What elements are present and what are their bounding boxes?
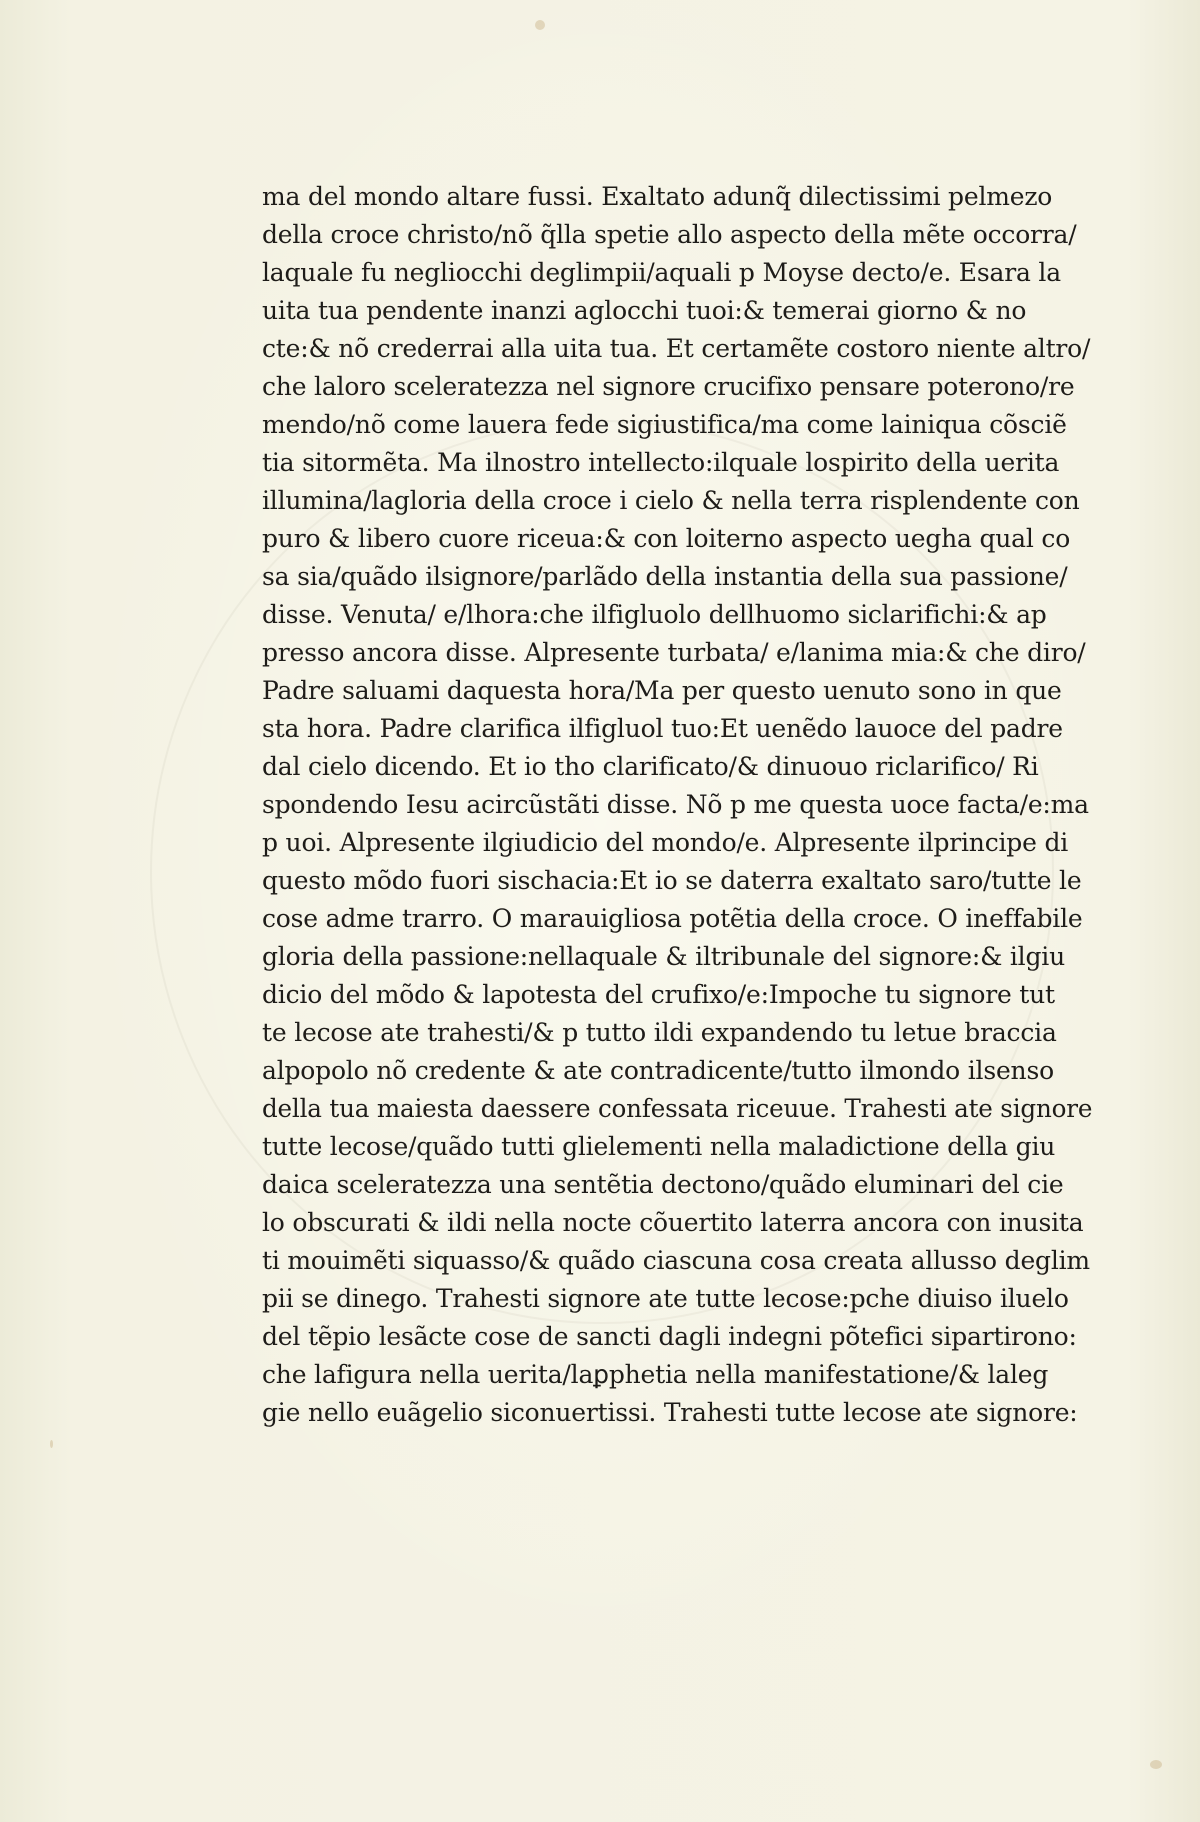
- text-line: presso ancora disse. Alpresente turbata/ e/lanima mia:& che diro/: [262, 638, 1086, 667]
- text-line: sta hora. Padre clarifica ilfigluol tuo:Et uenẽdo lauoce del padre: [262, 714, 1063, 743]
- text-line: pii se dinego. Trahesti signore ate tutte lecose:pche diuiso iluelo: [262, 1284, 1069, 1313]
- text-column: [262, 178, 1092, 1432]
- text-line: daica sceleratezza una sentẽtia dectono/quãdo eluminari del cie: [262, 1170, 1064, 1199]
- text-line: p uoi. Alpresente ilgiudicio del mondo/e. Alpresente ilprincipe di: [262, 828, 1069, 857]
- text-line: spondendo Iesu acircũstãti disse. Nõ p me questa uoce facta/e:ma: [262, 790, 1089, 819]
- text-line: dal cielo dicendo. Et io tho clarificato/& dinuouo riclarifico/ Ri: [262, 752, 1039, 781]
- text-line: lo obscurati & ildi nella nocte cõuertito laterra ancora con inusita: [262, 1208, 1084, 1237]
- text-line: disse. Venuta/ e/lhora:che ilfigluolo dellhuomo siclarifichi:& ap: [262, 600, 1047, 629]
- text-line: puro & libero cuore riceua:& con loiterno aspecto uegha qual co: [262, 524, 1071, 553]
- text-line: uita tua pendente inanzi aglocchi tuoi:& temerai giorno & no: [262, 296, 1027, 325]
- text-line: ma del mondo altare fussi. Exaltato adunq̃ dilectissimi pelmezo: [262, 182, 1053, 211]
- text-line: che lafigura nella uerita/laꝑphetia nella manifestatione/& laleg: [262, 1360, 1049, 1389]
- text-line: gie nello euãgelio siconuertissi. Trahesti tutte lecose ate signore:: [262, 1398, 1078, 1427]
- text-line: tia sitormẽta. Ma ilnostro intellecto:ilquale lospirito della uerita: [262, 448, 1060, 477]
- ink-stain-top: [535, 20, 545, 30]
- text-line: della tua maiesta daessere confessata riceuue. Trahesti ate signore: [262, 1094, 1093, 1123]
- text-line: sa sia/quãdo ilsignore/parlãdo della instantia della sua passione/: [262, 562, 1068, 591]
- ink-stain-left: [50, 1440, 53, 1448]
- text-line: laquale fu negliocchi deglimpii/aquali p Moyse decto/e. Esara la: [262, 258, 1061, 287]
- text-line: te lecose ate trahesti/& p tutto ildi expandendo tu letue braccia: [262, 1018, 1057, 1047]
- text-line: che laloro sceleratezza nel signore crucifixo pensare poterono/re: [262, 372, 1075, 401]
- text-line: tutte lecose/quãdo tutti glielementi nella maladictione della giu: [262, 1132, 1056, 1161]
- text-line: questo mõdo fuori sischacia:Et io se daterra exaltato saro/tutte le: [262, 866, 1082, 895]
- text-line: alpopolo nõ credente & ate contradicente/tutto ilmondo ilsenso: [262, 1056, 1054, 1085]
- text-line: del tẽpio lesãcte cose de sancti dagli indegni põtefici sipartirono:: [262, 1322, 1077, 1351]
- text-line: cte:& nõ crederrai alla uita tua. Et certamẽte costoro niente altro/: [262, 334, 1091, 363]
- text-line: dicio del mõdo & lapotesta del crufixo/e:Impoche tu signore tut: [262, 980, 1055, 1009]
- text-line: illumina/lagloria della croce i cielo & nella terra risplendente con: [262, 486, 1080, 515]
- text-line: cose adme trarro. O marauigliosa potẽtia della croce. O ineffabile: [262, 904, 1083, 933]
- text-line: Padre saluami daquesta hora/Ma per questo uenuto sono in que: [262, 676, 1062, 705]
- text-line: ti mouimẽti siquasso/& quãdo ciascuna cosa creata allusso deglim: [262, 1246, 1090, 1275]
- text-line: mendo/nõ come lauera fede sigiustifica/ma come lainiqua cõsciẽ: [262, 410, 1067, 439]
- text-line: gloria della passione:nellaquale & iltribunale del signore:& ilgiu: [262, 942, 1065, 971]
- ink-stain-bottom-right: [1150, 1760, 1162, 1769]
- text-line: della croce christo/nõ q̃lla spetie allo aspecto della mẽte occorra/: [262, 220, 1077, 249]
